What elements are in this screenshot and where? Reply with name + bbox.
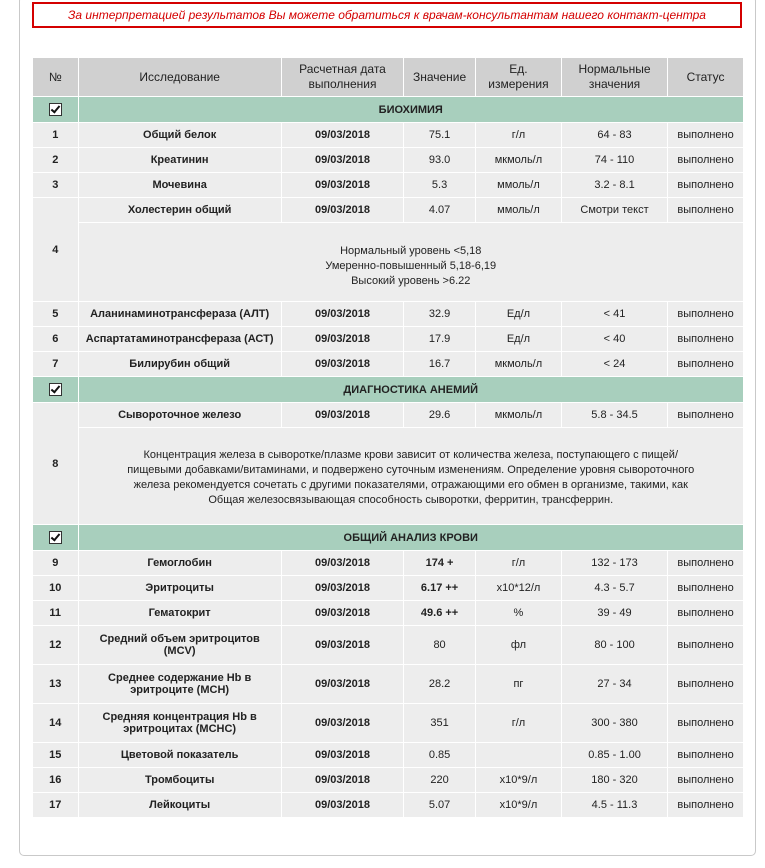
row-norm: 27 - 34: [562, 665, 667, 703]
row-status: выполнено: [668, 768, 743, 792]
row-unit: г/л: [476, 704, 561, 742]
table-row: [33, 302, 743, 326]
row-num: 6: [33, 327, 78, 351]
row-num: 13: [33, 665, 78, 703]
row-unit: [476, 743, 561, 767]
table-row: [33, 403, 743, 427]
row-unit: х10*12/л: [476, 576, 561, 600]
row-unit: пг: [476, 665, 561, 703]
row-value: 17.9: [404, 327, 475, 351]
row-norm: 3.2 - 8.1: [562, 173, 667, 197]
row-date: 09/03/2018: [282, 302, 403, 326]
row-unit: %: [476, 601, 561, 625]
section-title: БИОХИМИЯ: [79, 97, 744, 122]
row-value: 75.1: [404, 123, 475, 147]
consultation-notice: За интерпретацией результатов Вы можете обратиться к врачам-консультантам нашего контакт-центра: [32, 2, 742, 28]
row-unit: мкмоль/л: [476, 403, 561, 427]
row-test: Общий белок: [79, 123, 281, 147]
row-unit: г/л: [476, 551, 561, 575]
header-unit: Ед. измерения: [476, 58, 561, 96]
row-date: 09/03/2018: [282, 704, 403, 742]
row-status: выполнено: [668, 198, 743, 222]
row-date: 09/03/2018: [282, 173, 403, 197]
row-norm: 5.8 - 34.5: [562, 403, 667, 427]
row-value: 220: [404, 768, 475, 792]
row-unit: фл: [476, 626, 561, 664]
row-value: 351: [404, 704, 475, 742]
row-norm: Смотри текст: [562, 198, 667, 222]
row-status: выполнено: [668, 148, 743, 172]
table-row: [33, 198, 743, 222]
row-status: выполнено: [668, 626, 743, 664]
table-row: [33, 704, 743, 742]
section-anemia: [33, 377, 743, 402]
row-num: 3: [33, 173, 78, 197]
table-row: [33, 793, 743, 817]
table-row: [33, 576, 743, 600]
row-num: 14: [33, 704, 78, 742]
row-value: 5.3: [404, 173, 475, 197]
row-date: 09/03/2018: [282, 123, 403, 147]
note-line: Умеренно-повышенный 5,18-6,19: [325, 259, 497, 272]
table-row: [33, 626, 743, 664]
row-num: 10: [33, 576, 78, 600]
row-value: 29.6: [404, 403, 475, 427]
row-value: 5.07: [404, 793, 475, 817]
cholesterol-note: [79, 223, 744, 301]
row-date: 09/03/2018: [282, 327, 403, 351]
row-norm: < 24: [562, 352, 667, 376]
row-test: Цветовой показатель: [79, 743, 281, 767]
row-norm: 74 - 110: [562, 148, 667, 172]
row-num: 9: [33, 551, 78, 575]
row-num: 4: [33, 198, 78, 301]
row-date: 09/03/2018: [282, 743, 403, 767]
row-value: 32.9: [404, 302, 475, 326]
row-test: Аланинаминотрансфераза (АЛТ): [79, 302, 281, 326]
table-row: [33, 768, 743, 792]
row-test: Тромбоциты: [79, 768, 281, 792]
iron-note-row: [33, 428, 743, 524]
row-value: 49.6 ++: [404, 601, 475, 625]
row-norm: 39 - 49: [562, 601, 667, 625]
row-unit: ммоль/л: [476, 198, 561, 222]
row-status: выполнено: [668, 403, 743, 427]
row-norm: 80 - 100: [562, 626, 667, 664]
table-row: [33, 123, 743, 147]
row-status: выполнено: [668, 665, 743, 703]
row-num: 17: [33, 793, 78, 817]
row-norm: 4.3 - 5.7: [562, 576, 667, 600]
row-status: выполнено: [668, 576, 743, 600]
note-line: Нормальный уровень <5,18: [340, 244, 482, 257]
row-num: 2: [33, 148, 78, 172]
row-value: 93.0: [404, 148, 475, 172]
row-norm: 300 - 380: [562, 704, 667, 742]
row-norm: 4.5 - 11.3: [562, 793, 667, 817]
row-norm: 132 - 173: [562, 551, 667, 575]
row-date: 09/03/2018: [282, 665, 403, 703]
table-row: [33, 743, 743, 767]
header-value: Значение: [404, 58, 475, 96]
row-norm: 180 - 320: [562, 768, 667, 792]
row-status: выполнено: [668, 173, 743, 197]
note-line: Высокий уровень >6.22: [351, 274, 471, 287]
row-unit: ммоль/л: [476, 173, 561, 197]
row-date: 09/03/2018: [282, 601, 403, 625]
row-status: выполнено: [668, 302, 743, 326]
table-row: [33, 148, 743, 172]
header-norm: Нормальные значения: [562, 58, 667, 96]
row-num: 12: [33, 626, 78, 664]
row-status: выполнено: [668, 601, 743, 625]
row-status: выполнено: [668, 743, 743, 767]
row-test: Средний объем эритроцитов (MCV): [79, 626, 281, 664]
checkbox-checked-icon[interactable]: [49, 531, 62, 544]
section-biochem: [33, 97, 743, 122]
table-row: [33, 601, 743, 625]
row-test: Гематокрит: [79, 601, 281, 625]
table-row: [33, 173, 743, 197]
row-test: Лейкоциты: [79, 793, 281, 817]
row-status: выполнено: [668, 704, 743, 742]
row-norm: 64 - 83: [562, 123, 667, 147]
row-test: Сывороточное железо: [79, 403, 281, 427]
row-unit: мкмоль/л: [476, 352, 561, 376]
row-date: 09/03/2018: [282, 403, 403, 427]
row-value: 16.7: [404, 352, 475, 376]
section-checkbox[interactable]: [33, 377, 78, 402]
row-value: 28.2: [404, 665, 475, 703]
row-status: выполнено: [668, 352, 743, 376]
table-header: [33, 58, 743, 96]
header-test: Исследование: [79, 58, 281, 96]
row-unit: г/л: [476, 123, 561, 147]
row-num: 5: [33, 302, 78, 326]
row-date: 09/03/2018: [282, 626, 403, 664]
section-title: ДИАГНОСТИКА АНЕМИЙ: [79, 377, 744, 402]
row-test: Эритроциты: [79, 576, 281, 600]
row-date: 09/03/2018: [282, 576, 403, 600]
row-test: Билирубин общий: [79, 352, 281, 376]
row-test: Креатинин: [79, 148, 281, 172]
row-test: Среднее содержание Hb в эритроците (MCH): [79, 665, 281, 703]
table-row: [33, 327, 743, 351]
row-test: Аспартатаминотрансфераза (АСТ): [79, 327, 281, 351]
row-date: 09/03/2018: [282, 352, 403, 376]
row-status: выполнено: [668, 327, 743, 351]
row-test: Гемоглобин: [79, 551, 281, 575]
row-test: Мочевина: [79, 173, 281, 197]
row-date: 09/03/2018: [282, 148, 403, 172]
row-unit: Ед/л: [476, 302, 561, 326]
row-date: 09/03/2018: [282, 793, 403, 817]
section-title: ОБЩИЙ АНАЛИЗ КРОВИ: [79, 525, 744, 550]
checkbox-checked-icon[interactable]: [49, 383, 62, 396]
table-row: [33, 551, 743, 575]
row-num: 1: [33, 123, 78, 147]
row-status: выполнено: [668, 551, 743, 575]
section-blood: [33, 525, 743, 550]
row-unit: мкмоль/л: [476, 148, 561, 172]
row-date: 09/03/2018: [282, 198, 403, 222]
row-test: Холестерин общий: [79, 198, 281, 222]
table-row: [33, 352, 743, 376]
row-norm: 0.85 - 1.00: [562, 743, 667, 767]
iron-note: Концентрация железа в сыворотке/плазме крови зависит от количества железа, поступающего с пищей/пищевыми добавками/витаминами, и подвержено суточным изменениям. Определение уровня сывороточного железа рекомендуется сочетать с другими показателями, отражающими его обмен в организме, такими, как Общая железосвязывающая способность сыворотки, ферритин, трансферрин.: [79, 428, 744, 524]
row-num: 7: [33, 352, 78, 376]
row-value: 4.07: [404, 198, 475, 222]
section-checkbox[interactable]: [33, 97, 78, 122]
row-unit: Ед/л: [476, 327, 561, 351]
row-norm: < 41: [562, 302, 667, 326]
row-status: выполнено: [668, 793, 743, 817]
row-test: Средняя концентрация Hb в эритроцитах (MCHC): [79, 704, 281, 742]
row-value: 80: [404, 626, 475, 664]
row-date: 09/03/2018: [282, 768, 403, 792]
row-date: 09/03/2018: [282, 551, 403, 575]
checkbox-checked-icon[interactable]: [49, 103, 62, 116]
row-status: выполнено: [668, 123, 743, 147]
row-value: 6.17 ++: [404, 576, 475, 600]
header-num: №: [33, 58, 78, 96]
header-status: Статус: [668, 58, 743, 96]
row-value: 0.85: [404, 743, 475, 767]
section-checkbox[interactable]: [33, 525, 78, 550]
row-unit: х10*9/л: [476, 793, 561, 817]
results-table: [32, 57, 744, 818]
row-num: 15: [33, 743, 78, 767]
table-row: [33, 665, 743, 703]
row-unit: х10*9/л: [476, 768, 561, 792]
header-date: Расчетная дата выполнения: [282, 58, 403, 96]
row-num: 11: [33, 601, 78, 625]
row-num: 16: [33, 768, 78, 792]
row-num: 8: [33, 403, 78, 524]
cholesterol-note-row: [33, 223, 743, 301]
row-norm: < 40: [562, 327, 667, 351]
row-value: 174 +: [404, 551, 475, 575]
